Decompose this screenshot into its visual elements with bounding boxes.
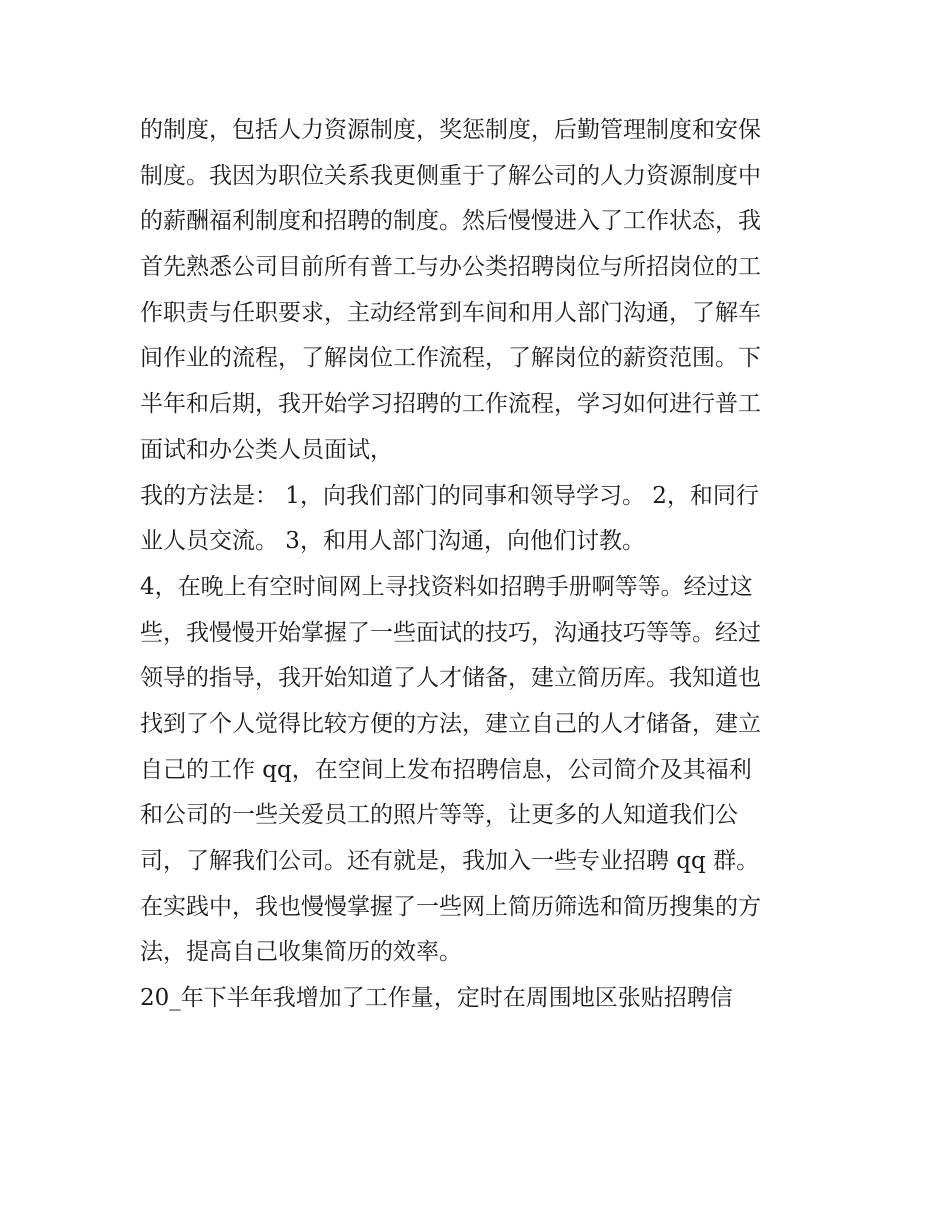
text-line: 20_年下半年我增加了工作量，定时在周围地区张贴招聘信 bbox=[140, 985, 733, 1012]
text-line: 半年和后期，我开始学习招聘的工作流程，学习如何进行普工 bbox=[140, 391, 761, 418]
text-line: 和公司的一些关爱员工的照片等等，让更多的人知道我们公 bbox=[140, 802, 738, 829]
text-line: 4，在晚上有空时间网上寻找资料如招聘手册啊等等。经过这 bbox=[140, 573, 753, 600]
text-line: 领导的指导，我开始知道了人才储备，建立简历库。我知道也 bbox=[140, 665, 761, 692]
text-line: 的薪酬福利制度和招聘的制度。然后慢慢进入了工作状态，我 bbox=[140, 208, 761, 235]
text-line: 面试和办公类人员面试， bbox=[140, 436, 393, 463]
text-line: 的制度，包括人力资源制度，奖惩制度，后勤管理制度和安保 bbox=[140, 117, 761, 143]
text-line: 首先熟悉公司目前所有普工与办公类招聘岗位与所招岗位的工 bbox=[140, 254, 761, 281]
text-line: 作职责与任职要求，主动经常到车间和用人部门沟通，了解车 bbox=[140, 299, 761, 326]
text-line: 些，我慢慢开始掌握了一些面试的技巧，沟通技巧等等。经过 bbox=[140, 619, 761, 646]
text-line: 司，了解我们公司。还有就是，我加入一些专业招聘 qq 群。 bbox=[140, 848, 760, 874]
text-line: 间作业的流程，了解岗位工作流程，了解岗位的薪资范围。下 bbox=[140, 345, 761, 372]
text-line: 制度。我因为职位关系我更侧重于了解公司的人力资源制度中 bbox=[140, 162, 761, 189]
text-line: 业人员交流。 3，和用人部门沟通，向他们讨教。 bbox=[140, 528, 645, 555]
text-line: 找到了个人觉得比较方便的方法，建立自己的人才储备，建立 bbox=[140, 710, 761, 737]
text-line: 法，提高自己收集简历的效率。 bbox=[140, 939, 462, 966]
document-body bbox=[140, 108, 820, 1022]
text-line: 在实践中，我也慢慢掌握了一些网上简历筛选和简历搜集的方 bbox=[140, 893, 761, 920]
text-line: 自己的工作 qq，在空间上发布招聘信息，公司简介及其福利 bbox=[140, 756, 752, 783]
text-line: 我的方法是： 1，向我们部门的同事和领导学习。 2，和同行 bbox=[140, 482, 759, 509]
